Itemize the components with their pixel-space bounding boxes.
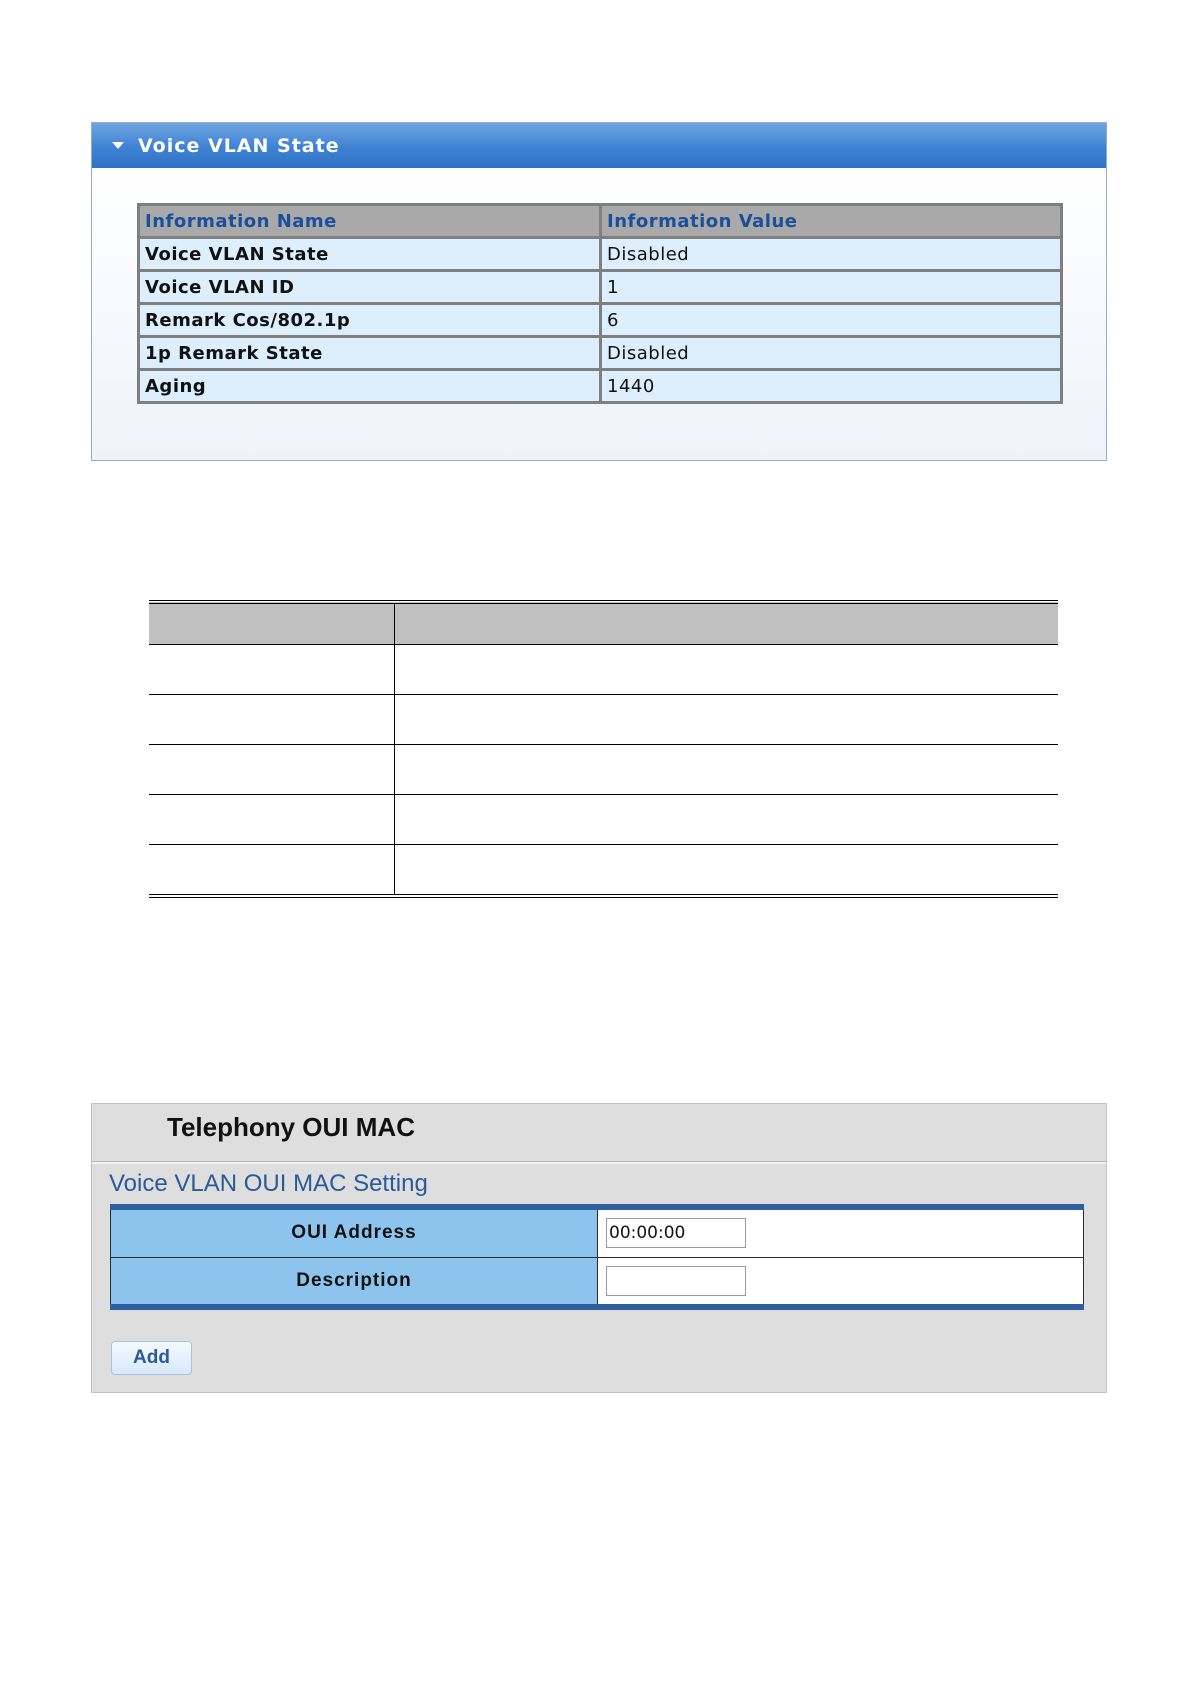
- table-cell: [395, 695, 1059, 745]
- table-row: [149, 845, 1058, 897]
- object-description-table: [149, 600, 1058, 898]
- panel-title: Voice VLAN State: [138, 134, 340, 157]
- table-row: [139, 370, 1062, 403]
- column-header-value: Information Value: [601, 205, 1062, 238]
- section-title: Voice VLAN OUI MAC Setting: [109, 1170, 428, 1197]
- telephony-oui-mac-panel: [91, 1103, 1107, 1393]
- column-header-object: [149, 602, 395, 645]
- table-row: [149, 795, 1058, 845]
- info-value: 1440: [601, 370, 1062, 403]
- column-header-name: Information Name: [139, 205, 601, 238]
- table-cell: [149, 645, 395, 695]
- description-input[interactable]: [606, 1266, 746, 1296]
- table-row: [149, 645, 1058, 695]
- voice-vlan-info-table: [137, 203, 1063, 404]
- info-value: Disabled: [601, 238, 1062, 271]
- panel-header[interactable]: [92, 123, 1106, 168]
- table-cell: [395, 745, 1059, 795]
- page-title: Telephony OUI MAC: [167, 1112, 415, 1142]
- description-cell: [598, 1257, 1084, 1307]
- info-name: Aging: [139, 370, 601, 403]
- column-header-description: [395, 602, 1059, 645]
- table-row: [149, 745, 1058, 795]
- oui-mac-setting-form: [110, 1204, 1084, 1310]
- info-value: Disabled: [601, 337, 1062, 370]
- table-row: [139, 271, 1062, 304]
- table-row: [139, 238, 1062, 271]
- form-row: [111, 1257, 1084, 1307]
- info-value: 6: [601, 304, 1062, 337]
- add-button[interactable]: Add: [111, 1341, 192, 1375]
- description-label: Description: [111, 1257, 598, 1307]
- collapse-arrow-icon[interactable]: [112, 142, 124, 149]
- table-header-row: [139, 205, 1062, 238]
- table-row: [139, 337, 1062, 370]
- oui-address-input[interactable]: [606, 1218, 746, 1248]
- info-name: Voice VLAN ID: [139, 271, 601, 304]
- info-value: 1: [601, 271, 1062, 304]
- divider: [92, 1161, 1106, 1164]
- oui-address-cell: [598, 1207, 1084, 1257]
- table-cell: [395, 645, 1059, 695]
- table-cell: [395, 845, 1059, 897]
- info-name: Voice VLAN State: [139, 238, 601, 271]
- table-cell: [149, 695, 395, 745]
- info-name: Remark Cos/802.1p: [139, 304, 601, 337]
- form-row: [111, 1207, 1084, 1257]
- table-header-row: [149, 602, 1058, 645]
- table-row: [139, 304, 1062, 337]
- table-cell: [149, 795, 395, 845]
- table-cell: [149, 845, 395, 897]
- info-name: 1p Remark State: [139, 337, 601, 370]
- table-row: [149, 695, 1058, 745]
- table-cell: [395, 795, 1059, 845]
- oui-address-label: OUI Address: [111, 1207, 598, 1257]
- table-cell: [149, 745, 395, 795]
